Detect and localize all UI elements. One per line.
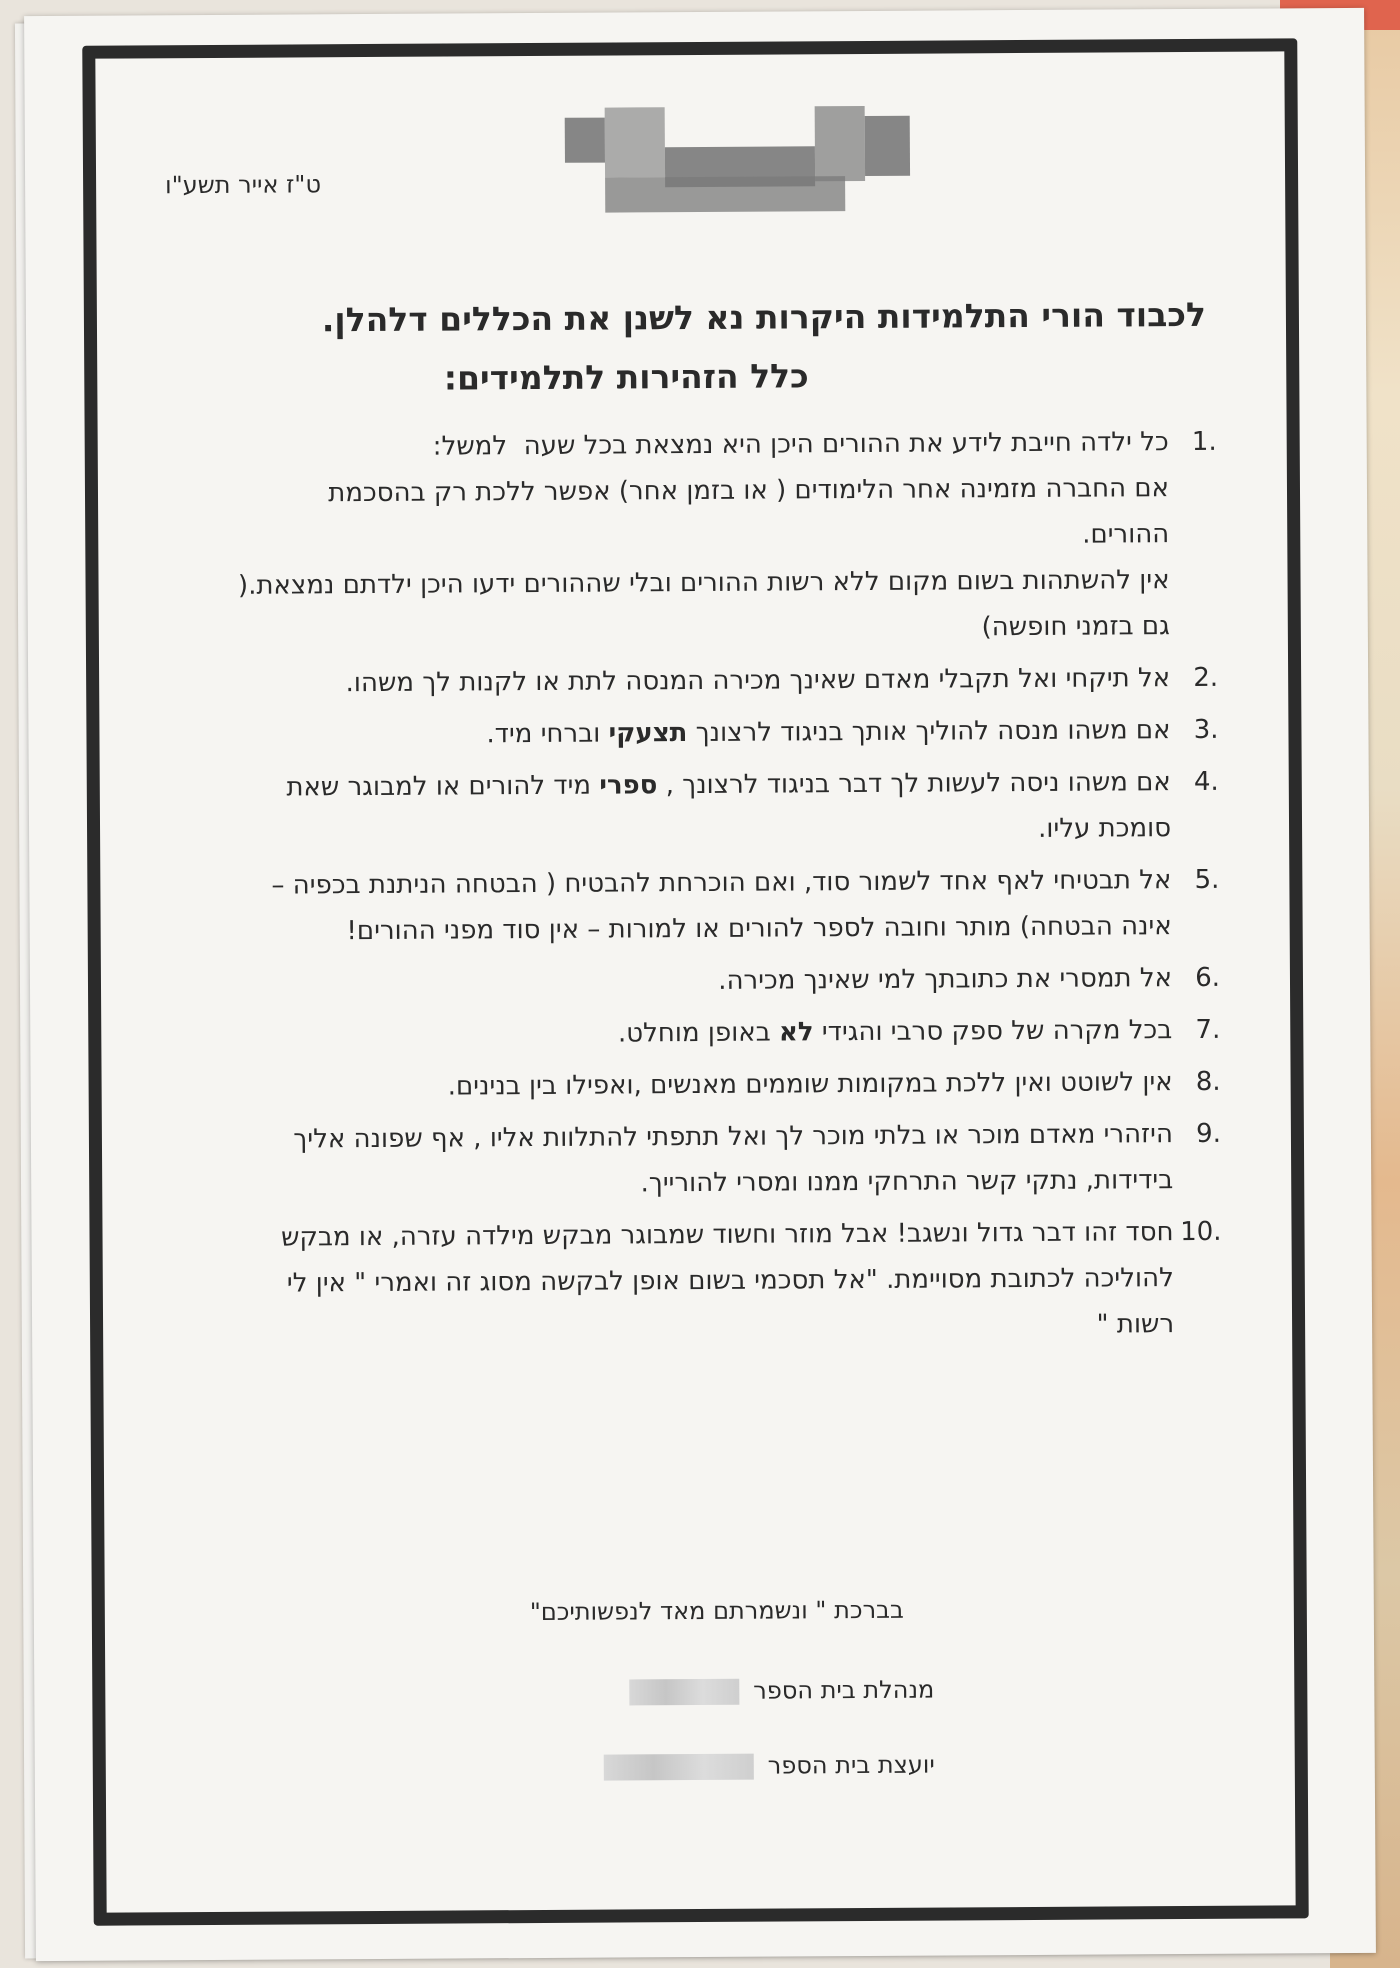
- rule-number: 7.: [1195, 1014, 1221, 1045]
- rule-text: בכל מקרה של ספק סרבי והגידי לא באופן מוחלט.: [617, 1015, 1173, 1049]
- letter-paper: [24, 8, 1376, 1961]
- rule-text: היזהרי מאדם מוכר או בלתי מוכר לך ואל תתפתי להתלוות אליו , אף שפונה אליך בידידות, נתקי קשר התרחקי ממנו ומסרי להורייך.: [285, 1119, 1174, 1199]
- hebrew-date: ט"ז אייר תשע"ו: [165, 170, 322, 200]
- rule-text: כל ילדה חייבת לידע את ההורים היכן היא נמצאת בכל שעה למשל: אם החברה מזמינה אחר הלימודים ( או בזמן אחר) אפשר ללכת רק בהסכמת ההורים. אין להשתהות בשום מקום ללא רשות ההורים ובלי שההורים ידעו היכן ילדתם נמצאת.( גם בזמני חופשה): [229, 427, 1170, 643]
- rule-text: אל תמסרי את כתובתך למי שאינך מכירה.: [718, 963, 1173, 996]
- rule-number: 9.: [1196, 1118, 1222, 1149]
- redacted-name: [630, 1679, 740, 1706]
- closing-blessing: בברכת " ונשמרתם מאד לנפשותיכם": [529, 1595, 904, 1627]
- redacted-name: [604, 1754, 754, 1781]
- list-item: [241, 1111, 1222, 1209]
- list-item: [240, 1059, 1220, 1111]
- counselor-signature-line: [235, 1751, 935, 1783]
- list-item: [240, 955, 1220, 1007]
- rule-text: אל תיקחי ואל תקבלי מאדם שאינך מכירה המנסה לתת או לקנות לך משהו.: [345, 663, 1171, 699]
- list-item: [240, 1007, 1220, 1059]
- principal-signature-line: [234, 1676, 934, 1708]
- letter-subheading: כלל הזהירות לתלמידים:: [443, 356, 809, 398]
- principal-title: מנהלת בית הספר: [753, 1675, 935, 1705]
- rule-number: 6.: [1195, 962, 1221, 993]
- list-item: [238, 655, 1218, 707]
- list-item: [238, 707, 1218, 759]
- rule-text: אם משהו מנסה להוליך אותך בניגוד לרצונך תצעקי וברחי מיד.: [486, 715, 1171, 750]
- rule-number: 3.: [1193, 714, 1219, 745]
- rule-number: 4.: [1193, 766, 1219, 797]
- school-logo-pixelated: [565, 106, 916, 218]
- list-item: [239, 759, 1220, 857]
- letter-document: [24, 8, 1376, 1961]
- rule-number: 5.: [1194, 864, 1220, 895]
- rule-number: 10.: [1180, 1216, 1222, 1248]
- list-item: [229, 419, 1218, 655]
- rule-number: 1.: [1191, 426, 1217, 457]
- rule-text: חסד זהו דבר גדול ונשגב! אבל מוזר וחשוד שמבוגר מבקש מילדה עזרה, או מבקש להוליכה לכתובת מסויימת. "אל תסכמי בשום אופן לבקשה מסוג זה ואמרי " אין לי רשות ": [272, 1217, 1175, 1340]
- letter-heading: לכבוד הורי התלמידות היקרות נא לשנן את הכללים דלהלן.: [321, 294, 1207, 340]
- list-item: [241, 1209, 1222, 1353]
- rule-number: 8.: [1195, 1066, 1221, 1097]
- counselor-title: יועצת בית הספר: [767, 1750, 935, 1780]
- safety-rules-list: [229, 419, 1223, 1359]
- rule-text: אל תבטיחי לאף אחד לשמור סוד, ואם הוכרחת להבטיח ( הבטחה הניתנת בכפיה –אינה הבטחה) מותר וחובה לספר להורים או למורות – אין סוד מפני ההורים!: [271, 865, 1172, 947]
- rule-number: 2.: [1193, 662, 1219, 693]
- rule-text: אין לשוטט ואין ללכת במקומות שוממים מאנשים ,ואפילו בין בנינים.: [447, 1067, 1173, 1102]
- rule-text: אם משהו ניסה לעשות לך דבר בניגוד לרצונך , ספרי מיד להורים או למבוגר שאת סומכת עליו.: [278, 767, 1172, 844]
- list-item: [239, 857, 1220, 955]
